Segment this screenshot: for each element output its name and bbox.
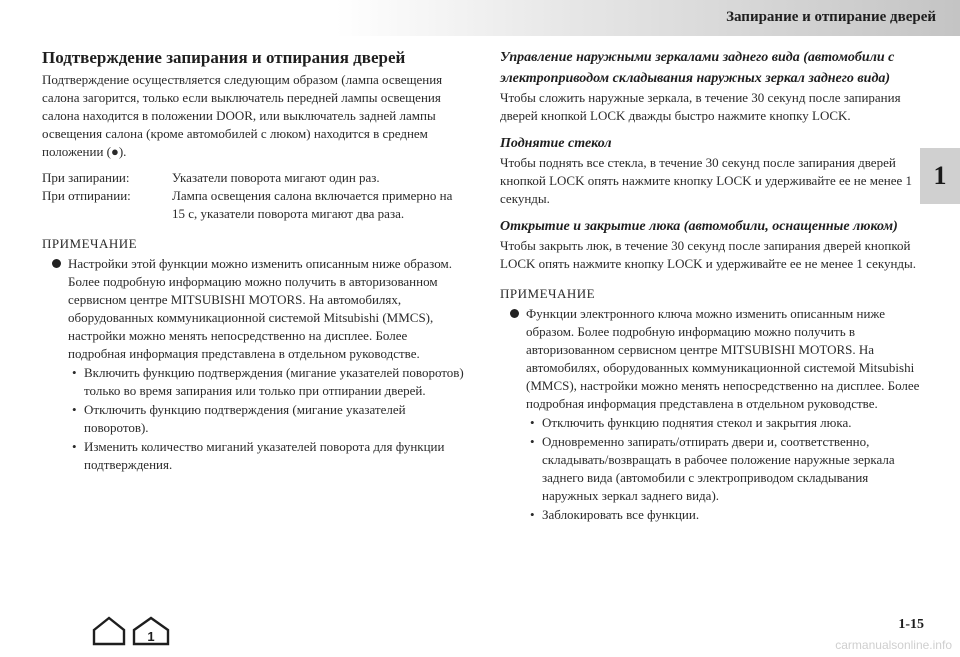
chapter-tab[interactable]: 1 <box>920 148 960 204</box>
footer-nav-icons <box>90 615 176 647</box>
note-left-text: Настройки этой функции можно изменить описанным ниже образом. Более подробную информацию можно получить в авторизованном сервисном центре MITSUBISHI MOTORS. На автомобилях, оборудованных коммуникационной системой Mitsubishi (MMCS), настройки можно менять непосредственно на дисплее. Более подробная информация представлена в отдельном руководстве. <box>68 256 452 361</box>
note-title-right: ПРИМЕЧАНИЕ <box>500 286 596 301</box>
section-heading-mirrors: Управление наружными зеркалами заднего вида (автомобили с электроприводом складывания наружных зеркал заднего вида) <box>500 50 895 86</box>
lock-row-value: Указатели поворота мигают один раз. <box>172 170 380 185</box>
page-number: 1-15 <box>898 617 924 632</box>
note-right-text: Функции электронного ключа можно изменить описанным ниже образом. Более подробную информацию можно получить в авторизованном сервисном центре MITSUBISHI MOTORS. На автомобилях, оборудованных коммуникационной системой Mitsubishi (MMCS), настройки можно менять непосредственно на дисплее. Более подробная информация представлена в отдельном руководстве. <box>526 306 920 411</box>
section-heading-confirmation: Подтверждение запирания и отпирания дверей <box>42 48 406 67</box>
svg-text:1: 1 <box>147 629 155 644</box>
section-heading-sunroof: Открытие и закрытие люка (автомобили, оснащенные люком) <box>500 219 898 234</box>
note-right-bullet: • Одновременно запирать/отпирать двери и, соответственно, складывать/возвращать в рабочее положение наружные зеркала заднего вида (автомобили с электроприводом складывания наружных зеркал заднего вида). <box>526 433 920 505</box>
note-title-left: ПРИМЕЧАНИЕ <box>42 236 138 251</box>
page-header-title: Запирание и отпирание дверей <box>726 9 936 25</box>
header-band <box>0 0 960 36</box>
mirrors-text: Чтобы сложить наружные зеркала, в течение 30 секунд после запирания дверей кнопкой LOCK дважды быстро нажмите кнопку LOCK. <box>500 90 901 123</box>
note-left <box>42 255 468 474</box>
left-column <box>42 47 468 474</box>
confirmation-intro: Подтверждение осуществляется следующим образом (лампа освещения салона загорится, только если выключатель передней лампы освещения салона находится в положении DOOR, или выключатель задней лампы освещения салона (кроме автомобилей с люком) находится в среднем положении (●). <box>42 72 443 159</box>
unlock-row-key: При отпирании: <box>42 188 131 203</box>
windows-text: Чтобы поднять все стекла, в течение 30 секунд после запирания дверей кнопкой LOCK опять нажмите кнопку LOCK и удерживайте ее не менее 1 секунды. <box>500 155 912 206</box>
note-right <box>500 305 920 524</box>
bullet-dot-icon <box>52 259 61 268</box>
bullet-dot-icon <box>510 309 519 318</box>
home-icon[interactable] <box>94 618 124 644</box>
unlock-row <box>42 187 468 223</box>
index-home-icon[interactable] <box>134 618 168 644</box>
watermark: carmanualsonline.info <box>835 638 952 652</box>
lock-row <box>42 169 468 187</box>
section-heading-windows: Поднятие стекол <box>500 136 612 151</box>
unlock-row-value: Лампа освещения салона включается примерно на 15 с, указатели поворота мигают два раза. <box>172 188 453 221</box>
note-right-bullet: • Отключить функцию поднятия стекол и закрытия люка. <box>526 414 920 432</box>
sunroof-text: Чтобы закрыть люк, в течение 30 секунд после запирания дверей кнопкой LOCK опять нажмите кнопку LOCK и удерживайте ее не менее 1 секунды. <box>500 238 917 271</box>
note-right-bullet: • Заблокировать все функции. <box>526 506 920 524</box>
note-left-bullet: • Отключить функцию подтверждения (мигание указателей поворотов). <box>68 401 468 437</box>
right-column <box>500 47 920 524</box>
lock-row-key: При запирании: <box>42 170 130 185</box>
note-left-bullet: • Включить функцию подтверждения (мигание указателей поворотов) только во время запирания или только при отпирании дверей. <box>68 364 468 400</box>
note-left-bullet: • Изменить количество миганий указателей поворота для функции подтверждения. <box>68 438 468 474</box>
